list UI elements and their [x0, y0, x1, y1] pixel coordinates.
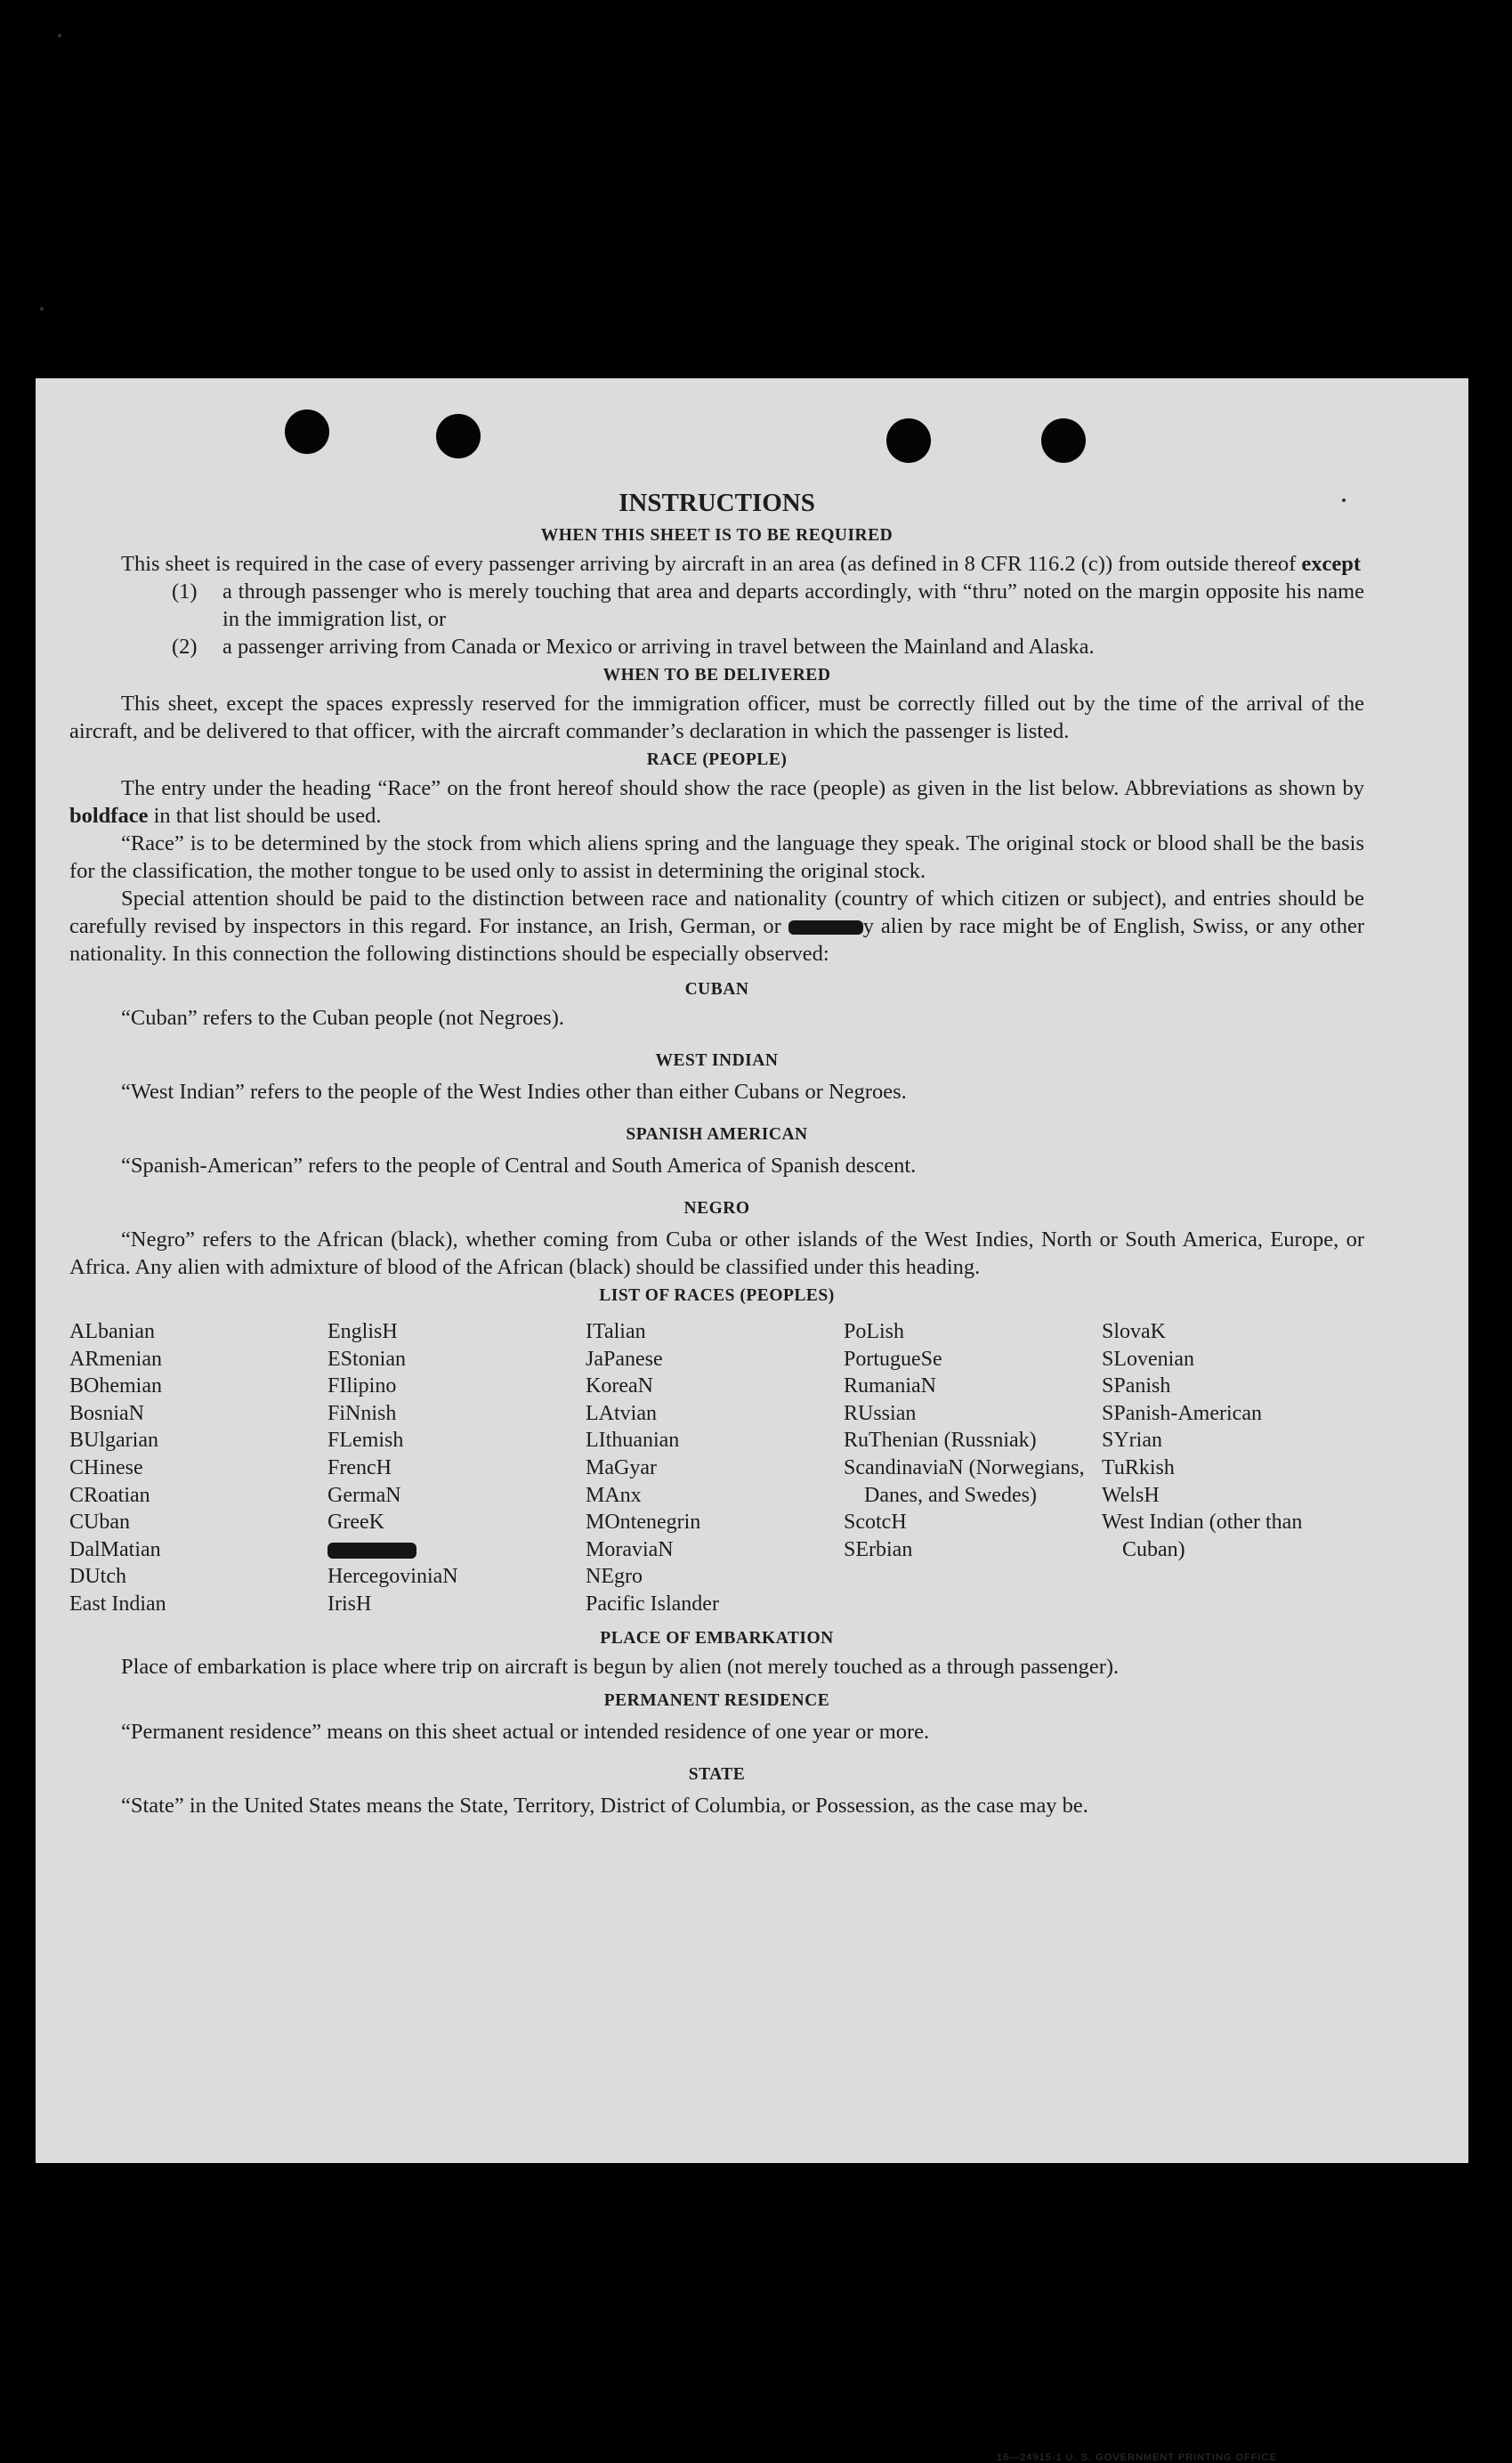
list-item: CHinese [69, 1455, 143, 1479]
race-paragraph-2: “Race” is to be determined by the stock from which aliens spring and the language they speak. The original stock or blood shall be the basis for the classification, the mother tongue to be used only to assist in determining the original stock. [69, 831, 1364, 883]
list-item: LIthuanian [586, 1429, 680, 1453]
list-item: SlovaK [1102, 1320, 1166, 1343]
redaction-mark [327, 1543, 416, 1559]
west-indian-text: “West Indian” refers to the people of the West Indies other than either Cubans or Negroes. [121, 1080, 907, 1104]
race-paragraph-3: Special attention should be paid to the distinction between race and nationality (country of which citizen or subject), and entries should be carefully revised by inspectors in this regard. For instance, an Irish, German, or y alien by race might be of English, Swiss, or any other nationality. In this connection the following distinctions should be especially observed: [69, 887, 1364, 966]
residence-text: “Permanent residence” means on this sheet actual or intended residence of one year or more. [121, 1719, 930, 1744]
speck [1342, 498, 1346, 502]
speck [58, 34, 61, 37]
instruction-sheet [36, 378, 1468, 2463]
list-item: FIlipino [327, 1374, 397, 1398]
section-heading-delivered: WHEN TO BE DELIVERED [602, 666, 831, 685]
list-item: ScandinaviaN (Norwegians, Danes, and Swedes) [844, 1455, 1085, 1507]
spanish-american-text: “Spanish-American” refers to the people of Central and South America of Spanish descent. [121, 1154, 917, 1178]
list-item: DUtch [69, 1565, 126, 1589]
punch-hole [285, 409, 329, 454]
list-item: GreeK [327, 1511, 384, 1535]
list-item: FLemish [327, 1429, 404, 1453]
list-item: NEgro [586, 1565, 643, 1589]
races-list [69, 1318, 1364, 1618]
list-item: West Indian (other than Cuban) [1102, 1511, 1303, 1561]
embarkation-text: Place of embarkation is place where trip on aircraft is begun by alien (not merely touched as a through passenger). [121, 1654, 1120, 1679]
list-item: GermaN [327, 1483, 401, 1507]
races-column-1 [69, 1318, 327, 1618]
section-heading-required: WHEN THIS SHEET IS TO BE REQUIRED [540, 526, 893, 545]
state-text: “State” in the United States means the State, Territory, District of Columbia, or Possession, as the case may be. [121, 1793, 1088, 1818]
list-item: MoraviaN [586, 1537, 674, 1561]
list-item: CUban [69, 1511, 130, 1535]
list-item: Pacific Islander [586, 1592, 719, 1616]
list-item: RumaniaN [844, 1374, 936, 1398]
section-heading-embarkation: PLACE OF EMBARKATION [600, 1628, 834, 1648]
required-intro: This sheet is required in the case of every passenger arriving by aircraft in an area (as defined in 8 CFR 116.2 (c)) from outside thereof except [121, 552, 1362, 576]
section-heading-west-indian: WEST INDIAN [655, 1051, 779, 1070]
page-title: INSTRUCTIONS [619, 489, 815, 517]
list-item: SPanish-American [1102, 1401, 1262, 1425]
races-column-2 [327, 1318, 586, 1618]
list-item: MAnx [586, 1483, 642, 1507]
delivered-text: This sheet, except the spaces expressly reserved for the immigration officer, must be correctly filled out by the time of the arrival of the aircraft, and be delivered to that officer, with the aircraft commander’s declaration in which the passenger is listed. [69, 692, 1364, 743]
races-column-4 [844, 1318, 1102, 1618]
list-item: East Indian [69, 1592, 166, 1616]
races-column-5 [1102, 1318, 1333, 1618]
punch-hole [1041, 418, 1086, 463]
negro-text: “Negro” refers to the African (black), whether coming from Cuba or other islands of the West Indies, North or South America, Europe, or Africa. Any alien with admixture of blood of the African (black) should be classified under this heading. [69, 1227, 1364, 1279]
list-item: EStonian [327, 1347, 406, 1371]
list-item: MOntenegrin [586, 1511, 701, 1535]
section-heading-list-of-races: LIST OF RACES (PEOPLES) [599, 1286, 835, 1305]
list-item: KoreaN [586, 1374, 653, 1398]
list-item: SYrian [1102, 1429, 1162, 1453]
list-item: BUlgarian [69, 1429, 158, 1453]
list-item: ARmenian [69, 1347, 162, 1371]
list-item: EnglisH [327, 1320, 398, 1343]
cuban-text: “Cuban” refers to the Cuban people (not Negroes). [121, 1006, 564, 1030]
list-item: SErbian [844, 1537, 913, 1561]
list-item-redacted [327, 1536, 586, 1564]
exception-item-1: (1) a through passenger who is merely touching that area and departs accordingly, with “thru” noted on the margin opposite his name in the immigration list, or [172, 579, 1364, 631]
list-item: PortugueSe [844, 1347, 942, 1371]
list-item: ITalian [586, 1320, 646, 1343]
list-item: FrencH [327, 1455, 392, 1479]
list-item: HercegoviniaN [327, 1565, 458, 1589]
list-item: ScotcH [844, 1511, 907, 1535]
list-item: DalMatian [69, 1537, 161, 1561]
list-item: LAtvian [586, 1401, 657, 1425]
list-item: SLovenian [1102, 1347, 1194, 1371]
list-item: IrisH [327, 1592, 372, 1616]
race-paragraph-1: The entry under the heading “Race” on the front hereof should show the race (people) as given in the list below. Abbreviations as shown by boldface in that list should be used. [69, 776, 1364, 828]
speck [40, 307, 44, 311]
punch-hole [436, 414, 481, 458]
list-item: TuRkish [1102, 1455, 1175, 1479]
list-item: RuThenian (Russniak) [844, 1429, 1037, 1453]
section-heading-negro: NEGRO [683, 1199, 750, 1218]
list-item: WelsH [1102, 1483, 1160, 1507]
list-item: MaGyar [586, 1455, 657, 1479]
section-heading-race: RACE (PEOPLE) [646, 750, 788, 769]
list-item: JaPanese [586, 1347, 663, 1371]
redaction-mark [788, 920, 863, 935]
list-item: BOhemian [69, 1374, 162, 1398]
section-heading-spanish-american: SPANISH AMERICAN [626, 1125, 808, 1144]
section-heading-residence: PERMANENT RESIDENCE [603, 1690, 830, 1710]
sheet-content [69, 485, 1364, 1819]
exception-item-2: (2) a passenger arriving from Canada or Mexico or arriving in travel between the Mainland and Alaska. [172, 635, 1095, 659]
punch-hole [886, 418, 931, 463]
list-item: CRoatian [69, 1483, 150, 1507]
list-item: ALbanian [69, 1320, 155, 1343]
printing-office-code: 16—24915-1 U. S. GOVERNMENT PRINTING OFFICE [997, 2452, 1277, 2463]
list-item: BosniaN [69, 1401, 144, 1425]
races-column-3 [586, 1318, 844, 1618]
list-item: PoLish [844, 1320, 905, 1343]
list-item: SPanish [1102, 1374, 1171, 1398]
list-item: RUssian [844, 1401, 917, 1425]
list-item: FiNnish [327, 1401, 397, 1425]
section-heading-cuban: CUBAN [684, 980, 749, 999]
section-heading-state: STATE [688, 1764, 746, 1784]
